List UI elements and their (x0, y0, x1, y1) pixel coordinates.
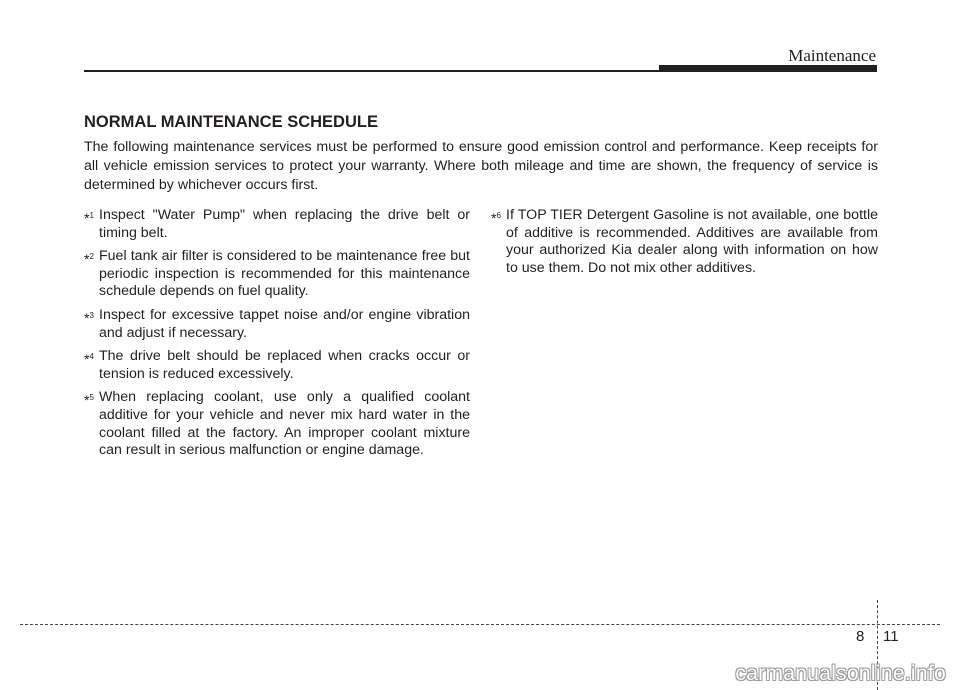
footnote-list-right (491, 207, 878, 283)
footnote-text: When replacing coolant, use only a qualified coolant additive for your vehicle and never mix hard water in the coolant filled at the factory. An improper coolant mixture can result in serious malfunction or engine damage. (99, 389, 470, 459)
chapter-number: 8 (856, 628, 865, 645)
header-rule-accent (659, 65, 877, 72)
footnote-item (84, 348, 470, 383)
footnote-text: Inspect "Water Pump" when replacing the drive belt or timing belt. (99, 207, 470, 241)
footnote-mark: *$^3$ (84, 310, 94, 327)
footnote-text: The drive belt should be replaced when cracks occur or tension is reduced excessively. (99, 348, 470, 382)
footnote-mark: *$^1$ (84, 211, 94, 227)
header-rule (84, 70, 660, 72)
footnote-item (84, 389, 470, 459)
footnote-text: If TOP TIER Detergent Gasoline is not available, one bottle of additive is recommended. Additives are available from your authorized Kia dealer along with information on how to use them. Do not mix other additives. (506, 207, 878, 276)
footnote-text: Fuel tank air filter is considered to be maintenance free but periodic inspection is recommended for this maintenance schedule depends on fuel quality. (99, 248, 470, 300)
footnote-item (84, 248, 470, 301)
footnote-list-left (84, 207, 470, 466)
footnote-mark: *$^5$ (84, 393, 94, 410)
page-number: 11 (883, 628, 899, 645)
footnote-text: Inspect for excessive tappet noise and/or engine vibration and adjust if necessary. (99, 306, 470, 341)
section-header-title: Maintenance (788, 46, 876, 65)
watermark: carmanualsonline.info (735, 662, 946, 685)
footnote-mark: *$^6$ (491, 211, 501, 227)
page-title: NORMAL MAINTENANCE SCHEDULE (84, 113, 378, 131)
footnote-item (491, 207, 878, 277)
footnote-item (84, 207, 470, 242)
footer-rule (20, 624, 940, 625)
footnote-item (84, 307, 470, 342)
footnote-mark: *$^4$ (84, 352, 94, 369)
intro-paragraph: The following maintenance services must be performed to ensure good emission control and performance. Keep receipts for all vehicle emission services to protect your warranty. Where both mileage and time are shown, the frequency of service is determined by whichever occurs first. (84, 139, 878, 193)
footnote-mark: *$^2$ (84, 252, 94, 269)
